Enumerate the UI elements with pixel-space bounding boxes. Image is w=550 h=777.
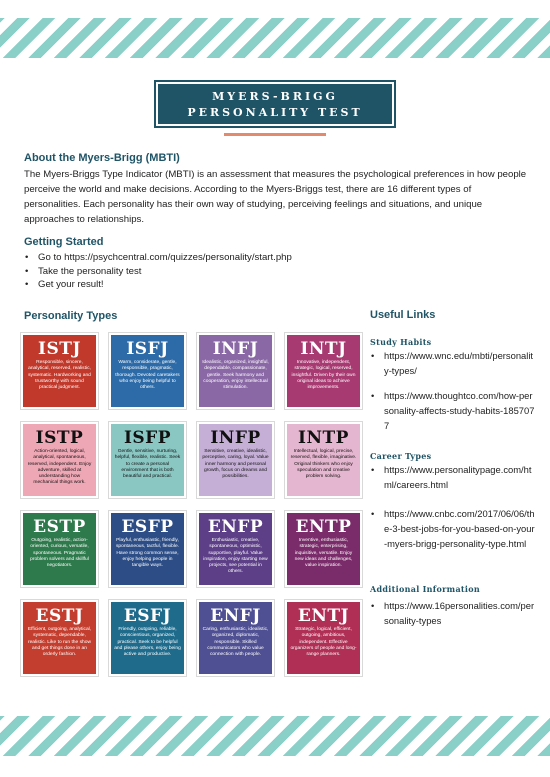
type-code: ESTP: [33, 517, 86, 537]
type-card-enfj: [197, 600, 274, 676]
type-description: Strategic, logical, efficient, outgoing, ambitious, independent. Effective organizers of people and long-range planners.: [290, 627, 357, 658]
link-thoughtco-study-habits[interactable]: • https://www.thoughtco.com/how-personality-affects-study-habits-1857077: [370, 388, 536, 433]
type-description: Action-oriented, logical, analytical, spontaneous, reserved, independent. Enjoy adventure, skilled at understanding how mechanical things work.: [27, 449, 92, 486]
type-card-entp: [285, 511, 362, 587]
type-description: Efficient, outgoing, analytical, systematic, dependable, realistic. Like to run the show and get things done in an orderly fashion.: [27, 627, 92, 658]
type-code: INTJ: [300, 339, 347, 359]
type-card-intp: [285, 422, 362, 498]
top-stripe-border: [0, 18, 550, 58]
career-types-heading: Career Types: [370, 451, 432, 461]
type-description: Caring, enthusiastic, idealistic, organized, diplomatic, responsible. Skilled communicators who value connection with people.: [202, 627, 269, 658]
link-wnc-mbti[interactable]: • https://www.wnc.edu/mbti/personality-types/: [370, 348, 536, 378]
type-description: Inventive, enthusiastic, strategic, enterprising, inquisitive, versatile. Enjoy new ideas and challenges, value inspiration.: [294, 538, 353, 569]
type-card-entj: [285, 600, 362, 676]
type-card-infp: [197, 422, 274, 498]
type-card-estp: [21, 511, 98, 587]
type-code: ISTJ: [38, 339, 81, 359]
additional-information-heading: Additional Information: [370, 584, 481, 594]
type-code: ENFP: [207, 517, 264, 537]
type-code: INFP: [210, 428, 261, 448]
title-banner: [156, 82, 394, 126]
list-item-take-test: • Take the personality test: [24, 265, 384, 279]
title-line-2: PERSONALITY TEST: [187, 106, 363, 119]
type-card-isfj: [109, 333, 186, 409]
study-habits-heading: Study Habits: [370, 337, 432, 347]
type-card-enfp: [197, 511, 274, 587]
type-description: Gentle, sensitive, nurturing, helpful, flexible, realistic. Seek to create a personal environment that is both beautiful and practical.: [114, 449, 181, 480]
type-description: Playful, enthusiastic, friendly, spontaneous, tactful, flexible. Have strong common sense, enjoy helping people in tangible ways.: [115, 538, 180, 569]
type-description: Friendly, outgoing, reliable, conscientious, organized, practical. Seek to be helpful and please others, enjoy being active and productive.: [114, 627, 181, 658]
type-card-infj: [197, 333, 274, 409]
personality-types-heading: Personality Types: [24, 310, 118, 322]
type-code: ESTJ: [35, 606, 84, 626]
type-code: ISFP: [123, 428, 172, 448]
type-card-istj: [21, 333, 98, 409]
type-card-isfp: [109, 422, 186, 498]
type-code: ENTP: [295, 517, 352, 537]
type-card-esfj: [109, 600, 186, 676]
type-description: Enthusiastic, creative, spontaneous, optimistic, supportive, playful. Value inspiration, enjoy starting new projects, see potential in others.: [203, 538, 268, 575]
type-card-estj: [21, 600, 98, 676]
type-code: ENTJ: [297, 606, 350, 626]
career-types-links: [370, 462, 536, 551]
title-underline: [224, 133, 326, 136]
about-heading: About the Myers-Brigg (MBTI): [24, 152, 180, 164]
list-item-go-to-url[interactable]: • Go to https://psychcentral.com/quizzes/personality/start.php: [24, 251, 384, 265]
type-code: ESFJ: [123, 606, 172, 626]
link-16personalities[interactable]: • https://www.16personalities.com/personality-types: [370, 598, 536, 628]
type-card-esfp: [109, 511, 186, 587]
type-code: ISTP: [35, 428, 84, 448]
personality-type-grid: [21, 333, 366, 689]
type-description: Warm, considerate, gentle, responsible, pragmatic, thorough. Devoted caretakers who enjoy being helpful to others.: [115, 360, 180, 391]
type-code: ENFJ: [210, 606, 261, 626]
link-personalitypage-careers[interactable]: • https://www.personalitypage.com/html/careers.html: [370, 462, 536, 492]
type-description: Outgoing, realistic, action-oriented, curious, versatile, spontaneous. Pragmatic problem solvers and skillful negotiators.: [30, 538, 89, 569]
type-description: Idealistic, organized, insightful, dependable, compassionate, gentle. Seek harmony and cooperation, enjoy intellectual stimulation.: [202, 360, 269, 391]
type-code: INFJ: [212, 339, 259, 359]
getting-started-list: [24, 251, 384, 292]
type-description: Innovative, independent, strategic, logical, reserved, insightful. Driven by their own original ideas to achieve improvements.: [291, 360, 356, 391]
title-line-1: MYERS-BRIGG: [212, 90, 338, 103]
additional-information-links: [370, 598, 536, 628]
type-card-intj: [285, 333, 362, 409]
useful-links-heading: Useful Links: [370, 309, 436, 321]
study-habits-links: [370, 348, 536, 433]
link-cnbc-best-jobs[interactable]: • https://www.cnbc.com/2017/06/06/the-3-best-jobs-for-you-based-on-your-myers-brigg-personality-type.html: [370, 506, 536, 551]
about-paragraph: The Myers-Briggs Type Indicator (MBTI) is an assessment that measures the psychological preferences in how people perceive the world and make decisions. According to the Myers-Briggs test, there are 16 different types of personalities. Each personality has their own way of studying, perceiving feelings and situations, and unique approaches to relationships.: [24, 169, 527, 225]
type-card-istp: [21, 422, 98, 498]
bottom-stripe-border: [0, 716, 550, 756]
type-code: ESFP: [121, 517, 174, 537]
useful-links-panel: [370, 309, 536, 321]
type-description: Intellectual, logical, precise, reserved, flexible, imaginative. Original thinkers who enjoy speculation and creative problem solving.: [290, 449, 357, 480]
list-item-get-result: • Get your result!: [24, 278, 384, 292]
type-description: Sensitive, creative, idealistic, perceptive, caring, loyal. Value inner harmony and personal growth, focus on dreams and possibilities.: [202, 449, 269, 480]
getting-started-heading: Getting Started: [24, 236, 104, 248]
type-code: INTP: [298, 428, 349, 448]
type-code: ISFJ: [126, 339, 169, 359]
type-description: Responsible, sincere, analytical, reserved, realistic, systematic. Hardworking and trustworthy with sound practical judgment.: [28, 360, 91, 391]
